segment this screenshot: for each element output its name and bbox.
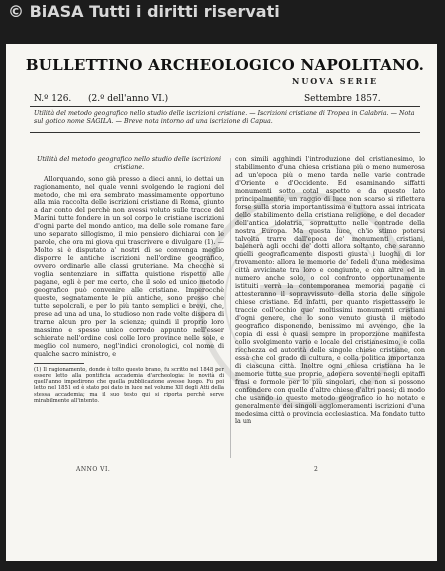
- footnote: (1) Il ragionamento, donde è tolto questo brano, fu scritto nel 1848 per essere letto alla pontificia accademia d'archeologia: le novità di quell'anno impedirono che quella pubblicazione avesse luogo. Fu poi letto nel 1851 ed è stato poi dato in luce nel volume XII degli Atti della stessa accademia; ma il suo testo qui si riporta perchè serve mirabilmente all'intento.: [34, 366, 224, 404]
- contents-rule: [30, 132, 420, 133]
- issue-date: Settembre 1857.: [304, 94, 381, 104]
- series-label: NUOVA SERIE: [292, 76, 379, 86]
- copyright-watermark: © BiASA Tutti i diritti riservati: [8, 2, 280, 21]
- scan-border-right: [437, 0, 445, 571]
- column-divider: [230, 158, 231, 458]
- scan-border-left: [0, 0, 6, 571]
- left-body-text: Allorquando, sono già presso a dieci anni, io dettai un ragionamento, nel quale venni svolgendo le ragioni del metodo, che mi era sembrato massimamente opportuno alla mia raccolta delle iscrizioni cristiane di Roma, giunto a dar conto del perchè non avessi voluto sulle tracce del Marini tutte fondere in un sol corpo le cristiane iscrizioni d'ogni parte del mondo antico, ma delle sole romane fare uno separato sillogismo, il mio pensiero dichiarai con le parole, che ora mi giova qui trascrivere e divulgare (1). — Molto si è disputato a' nostri dì se convenga meglio disporre le antiche iscrizioni nell'ordine geografico, ovvero ordinarle alle classi gruteriane. Ma checchè si voglia sentenziare in siffatta quistione rispetto alle pagane, egli è per me certo, che il solo ed unico metodo geografico può convenire alle cristiane. Imperocchè queste, segnatamente le più antiche, sono presso che tutte sepolcrali, e per lo più tanto semplici e brevi, che, prese ad una ad una, lo studioso non rade volte dispera di trarne alcun pro per la scienza; quindi il proprio loro massimo e spesso unico corredo appunto nell'esser schierate nell'ordine così colle loro province nelle sole, e meglio col numero, negl'indici cronologici, col nome di qualche sacro ministro, e: [34, 174, 224, 358]
- issue-number: N.º 126.: [34, 94, 72, 104]
- table-of-contents: Utilità del metodo geografico nello studio delle iscrizioni cristiane. — Iscrizioni cristiane di Tropea in Calabria. — Nota sul gotico nome SAGILA. — Breve nota intorno ad una iscrizione di Capua.: [34, 110, 415, 126]
- scan-border-bottom: [0, 561, 445, 571]
- signature-year: ANNO VI.: [76, 466, 111, 473]
- right-column: [235, 156, 425, 426]
- right-body-text: con simili agghindi l'introduzione del cristianesimo, lo stabilimento d'una chiesa cristiana più o meno numerosa ad un'epoca più o meno tarda nelle varie contrade d'Oriente e d'Occidente. Ed esaminando siffatti monumenti sotto cotal aspetto e da questo lato principalmente, un raggio di luce non scarso si riflettera forse sulla storia importantissima e tuttora assai intricata dello stabilimento della cristiana religione, e del decader dell'antica idolatria, soprattutto nelle contrade della nostra Europa. Ma questa luce, ch'io stimo potersi talvolta trarre dall'epoca de' monumenti cristiani, balenerà agli occhi de' dotti allora soltanto, che saranno quelli geograficamente disposti giusta i luoghi di lor trovamento: allora le memorie de' fedeli d'una medesima città avvicinate tra loro e congiunte, e con altre ed in numero anche solo, o col confronto opportunamente istituiti verrà la contemporanea memoria pagane ci attesteranno il sopravvissuto della storia delle singole chiese cristiane. Ed infatti, per quanto rispettassero le traccie coll'occhio que' moltissimi monumenti cristiani d'ogni genere, che lo sono venuto giusta il metodo geografico disponendo, benissimo mi avvengo, che la copia di essi è quasi sempre in proporzione manifesta collo svolgimento vario e locale del cristianesimo, e colla ricchezza ed autorità delle singole chiese cristiane, con essa che col grado di cultura, e colla politica importanza di ciascuna città. Inoltre ogni chiesa cristiana ha le memorie tutte sue proprie, adopera sovente negli epitaffi frasi e formole per lo più singolari, che non si possono confondere con quelle d'altre chiese d'altri paesi; di modo che usando io questo metodo geografico io ho notato e generalmente dei singoli agglomeramenti iscrizioni d'una medesima città o provincia ecclesiastica. Ma fondato tutto la un: [235, 155, 425, 426]
- signature-number: 2: [314, 466, 318, 473]
- journal-masthead: BULLETTINO ARCHEOLOGICO NAPOLITANO.: [25, 56, 425, 74]
- footnote-rule: [34, 363, 84, 364]
- article-title: Utilità del metodo geografico nello studio delle iscrizioni cristiane.: [36, 155, 222, 171]
- volume-label: (2.º dell'anno VI.): [88, 94, 169, 104]
- header-rule: [30, 106, 420, 107]
- left-column: [34, 156, 224, 404]
